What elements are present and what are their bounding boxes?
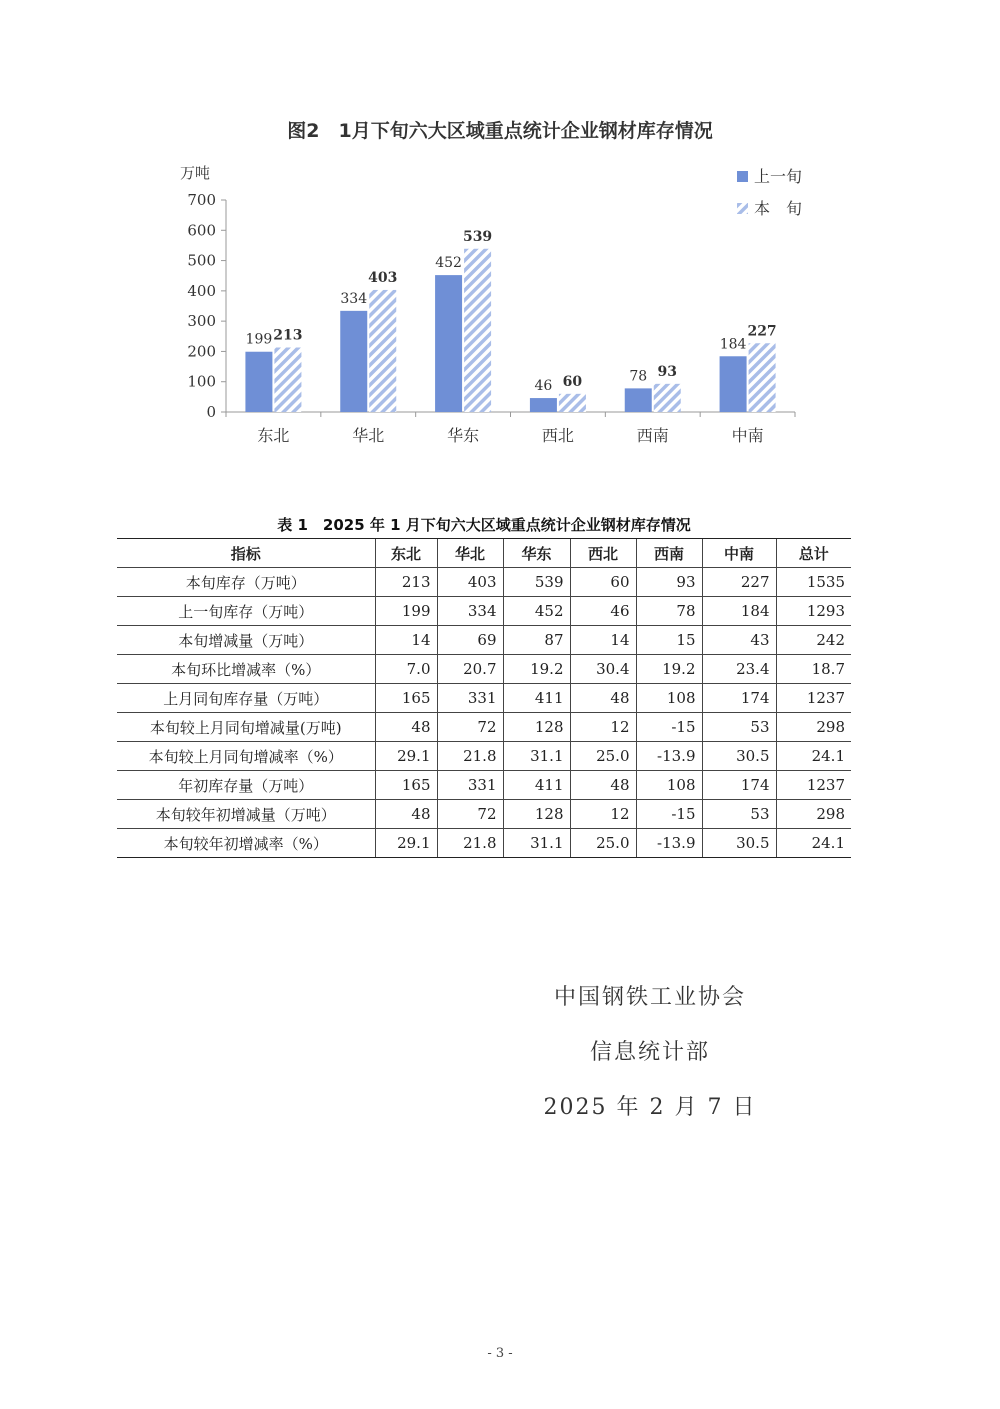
table-cell: 128 — [503, 800, 570, 829]
table-header-cell: 华北 — [437, 539, 503, 568]
table-cell: 14 — [570, 626, 636, 655]
data-label: 46 — [534, 378, 553, 395]
data-label: 199 — [245, 331, 273, 348]
table-cell: 46 — [570, 597, 636, 626]
bar-current-period — [654, 384, 681, 412]
table-cell: 403 — [437, 568, 503, 597]
y-axis-unit-label: 万吨 — [180, 164, 211, 182]
row-label: 本旬较上月同旬增减量(万吨) — [117, 713, 375, 742]
table-cell: 31.1 — [503, 742, 570, 771]
table-cell: 30.5 — [702, 742, 776, 771]
data-label: 93 — [657, 363, 677, 380]
bar-current-period — [274, 347, 301, 412]
data-label: 78 — [629, 368, 648, 385]
data-label: 452 — [435, 255, 462, 272]
table-row — [117, 597, 851, 626]
table-cell: 24.1 — [776, 829, 851, 858]
page-number: - 3 - — [487, 1346, 513, 1361]
bar-current-period — [749, 343, 776, 412]
table-cell: 19.2 — [636, 655, 702, 684]
y-tick-label: 500 — [187, 251, 216, 270]
table-cell: 48 — [375, 800, 437, 829]
table-header-cell: 总计 — [776, 539, 851, 568]
table-cell: 21.8 — [437, 829, 503, 858]
table-cell: 72 — [437, 713, 503, 742]
table-cell: 19.2 — [503, 655, 570, 684]
table-cell: 411 — [503, 684, 570, 713]
table-cell: 298 — [776, 713, 851, 742]
table-cell: 30.4 — [570, 655, 636, 684]
table-cell: 15 — [636, 626, 702, 655]
table-cell: 7.0 — [375, 655, 437, 684]
table-cell: 1237 — [776, 771, 851, 800]
x-tick-label: 西南 — [636, 426, 669, 445]
table-cell: 165 — [375, 771, 437, 800]
table-cell: 18.7 — [776, 655, 851, 684]
data-label: 334 — [340, 290, 368, 307]
table-header-cell: 西南 — [636, 539, 702, 568]
x-tick-label: 西北 — [541, 426, 574, 445]
table-cell: 72 — [437, 800, 503, 829]
bar-current-period — [559, 394, 586, 412]
table-cell: 20.7 — [437, 655, 503, 684]
table-cell: 23.4 — [702, 655, 776, 684]
table-header-row — [117, 539, 851, 568]
table-cell: 1237 — [776, 684, 851, 713]
bar-previous-period — [625, 388, 652, 412]
bar-previous-period — [720, 356, 747, 412]
legend-swatch — [737, 203, 748, 214]
table-header-cell: 华东 — [503, 539, 570, 568]
row-label: 本旬较年初增减率（%） — [117, 829, 375, 858]
row-label: 本旬增减量（万吨） — [117, 626, 375, 655]
inventory-table — [117, 538, 851, 858]
table-cell: 43 — [702, 626, 776, 655]
table-cell: -15 — [636, 713, 702, 742]
table-cell: -13.9 — [636, 742, 702, 771]
table-cell: 25.0 — [570, 829, 636, 858]
table-cell: 31.1 — [503, 829, 570, 858]
table-cell: 29.1 — [375, 742, 437, 771]
table-cell: 411 — [503, 771, 570, 800]
table-cell: 331 — [437, 771, 503, 800]
table-cell: 108 — [636, 771, 702, 800]
table-cell: 452 — [503, 597, 570, 626]
table-row — [117, 655, 851, 684]
table-header-cell: 中南 — [702, 539, 776, 568]
row-label: 年初库存量（万吨） — [117, 771, 375, 800]
table-header-cell: 指标 — [117, 539, 375, 568]
y-tick-label: 100 — [187, 372, 216, 391]
table-row — [117, 684, 851, 713]
data-label: 227 — [747, 323, 777, 340]
row-label: 上月同旬库存量（万吨） — [117, 684, 375, 713]
table-cell: 108 — [636, 684, 702, 713]
table-cell: 199 — [375, 597, 437, 626]
legend-label: 上一旬 — [754, 167, 803, 186]
x-tick-label: 华北 — [352, 426, 385, 445]
table-row — [117, 742, 851, 771]
row-label: 上一旬库存（万吨） — [117, 597, 375, 626]
table-title: 表 1 2025 年 1 月下旬六大区域重点统计企业钢材库存情况 — [277, 516, 691, 534]
y-tick-label: 300 — [187, 312, 216, 331]
row-label: 本旬较上月同旬增减率（%） — [117, 742, 375, 771]
table-cell: 174 — [702, 771, 776, 800]
y-tick-label: 700 — [187, 191, 216, 209]
table-row — [117, 829, 851, 858]
table-header-cell: 东北 — [375, 539, 437, 568]
table-cell: 298 — [776, 800, 851, 829]
table-cell: 87 — [503, 626, 570, 655]
table-cell: 29.1 — [375, 829, 437, 858]
data-label: 213 — [273, 327, 303, 344]
table-cell: -13.9 — [636, 829, 702, 858]
bar-current-period — [464, 249, 491, 412]
legend-label: 本 旬 — [754, 199, 803, 218]
table-cell: 24.1 — [776, 742, 851, 771]
table-header-cell: 西北 — [570, 539, 636, 568]
row-label: 本旬较年初增减量（万吨） — [117, 800, 375, 829]
table-cell: 1293 — [776, 597, 851, 626]
table-cell: 93 — [636, 568, 702, 597]
figure-title: 图2 1月下旬六大区域重点统计企业钢材库存情况 — [287, 120, 713, 142]
y-tick-label: 200 — [187, 342, 216, 361]
x-tick-label: 东北 — [257, 426, 290, 445]
table-cell: 60 — [570, 568, 636, 597]
table-cell: 21.8 — [437, 742, 503, 771]
table-cell: 53 — [702, 800, 776, 829]
table-row — [117, 568, 851, 597]
table-cell: 242 — [776, 626, 851, 655]
bar-current-period — [369, 290, 396, 412]
bar-chart — [0, 0, 1000, 480]
y-tick-label: 0 — [206, 403, 216, 421]
y-tick-label: 600 — [187, 221, 216, 240]
table-cell: 334 — [437, 597, 503, 626]
y-tick-label: 400 — [187, 281, 216, 300]
table-cell: -15 — [636, 800, 702, 829]
legend-swatch — [737, 171, 748, 182]
table-cell: 53 — [702, 713, 776, 742]
signature-date: 2025 年 2 月 7 日 — [543, 1095, 757, 1120]
table-cell: 12 — [570, 800, 636, 829]
table-cell: 1535 — [776, 568, 851, 597]
row-label: 本旬环比增减率（%） — [117, 655, 375, 684]
bar-previous-period — [340, 311, 367, 412]
table-cell: 331 — [437, 684, 503, 713]
table-cell: 174 — [702, 684, 776, 713]
bar-previous-period — [245, 352, 272, 412]
table-cell: 184 — [702, 597, 776, 626]
table-row — [117, 771, 851, 800]
table-cell: 227 — [702, 568, 776, 597]
table-cell: 165 — [375, 684, 437, 713]
table-cell: 12 — [570, 713, 636, 742]
table-cell: 213 — [375, 568, 437, 597]
bar-previous-period — [435, 275, 462, 412]
data-label: 60 — [562, 373, 583, 390]
table-cell: 48 — [570, 684, 636, 713]
table-cell: 539 — [503, 568, 570, 597]
x-tick-label: 华东 — [447, 426, 480, 445]
table-cell: 48 — [375, 713, 437, 742]
row-label: 本旬库存（万吨） — [117, 568, 375, 597]
x-tick-label: 中南 — [731, 426, 764, 445]
table-cell: 14 — [375, 626, 437, 655]
bar-previous-period — [530, 398, 557, 412]
table-cell: 30.5 — [702, 829, 776, 858]
data-label: 539 — [462, 228, 493, 245]
table-cell: 48 — [570, 771, 636, 800]
table-row — [117, 800, 851, 829]
table-cell: 25.0 — [570, 742, 636, 771]
table-cell: 78 — [636, 597, 702, 626]
signature-org: 中国钢铁工业协会 — [553, 985, 746, 1010]
table-row — [117, 713, 851, 742]
table-cell: 69 — [437, 626, 503, 655]
table-row — [117, 626, 851, 655]
table-cell: 128 — [503, 713, 570, 742]
signature-dept: 信息统计部 — [589, 1040, 710, 1065]
data-label: 403 — [368, 269, 398, 286]
data-label: 184 — [719, 336, 747, 353]
